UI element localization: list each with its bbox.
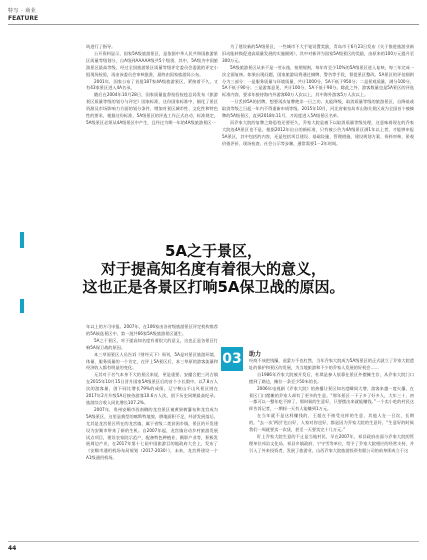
paragraph: 本三草原景区人员告诉《财经天下》周刊，5A是对景区旅游环境、体量、服务质量的一个肯定，在评上5A景区后，本三草原的游客流量和经济收入都有明显的变化。	[86, 351, 218, 371]
section-header	[8, 8, 68, 22]
paragraph: 一旦丢掉5A的招牌，想要再次复牌绝非一日之功。丸能降级，取消质量等级的旅游景区，自降低或取消等级之日起一年内不得重新申请等级。2015年10月，河北省秦皇岛市山海关景区成为全国首个被摘牌的5A级景区，直到2018年11月，才再度进入5A级景区名单。	[222, 99, 414, 119]
right-column-bottom	[249, 358, 414, 538]
paragraph: 盯上乔家大院生意的不止是当地村民，早在2007年，祁县政府出面与乔家大院的管理单位祁县文化局、祁县乡镇政府、宁守雪等单位，给予了乔家大院相应的经营支持，并引入了外来投资者，发展了旅游业，山西乔家大院旅游投资有限公司的前身即成立于这	[249, 433, 414, 453]
header-divider	[8, 24, 419, 25]
paragraph: 5A级旅游景区从来不是一劳永逸，按照规则，每年有至少10%的5A级景区进入复核，每三年完成一次全面复核。如果出现问题，国家旅游局将通过摘牌、警告等手段，督促景区整改。5A景区的评估细则分为三部分：一是服务质量与环境质量，共计1000分，5A不低于950分；二是景观质量，满分100分，5A不低于90分；三是游客意见，共计100分，5A不低于90分。除此之外，游客数量也是5A景区的评选标准内容，要求年接待海内外游客60万人次以上，其中海外游客5万人次以上。	[222, 64, 414, 98]
paragraph: 2001年，国家公布了首批187家4A级旅游景区，紧接着不久，又有43家景区进入4A名录。	[86, 78, 218, 91]
section-number-badge: 03	[221, 347, 243, 371]
paragraph: 公开资料显示，国家5A级旅游景区，是依据中华人民共和国旅游景区质量等级划分，自A级到AAAAA级共5个级别，其中，5A级为中国旅游景区最高等级，经过全国旅游景区质量等级评定委员会委派的评定小组现场检验，再由该委员会审核批准，最终由国家旅游局公布。	[86, 50, 218, 77]
paragraph: 而乔家大院的复牌之路恐怕还要更久，乔家大院是被下以取消质量等级处理，这意味着现在的乔家大院连4A景区也不是，根据2012年出台的新标准，只有被公告为4A级景区满1年以上者，才能够申报5A景区，其中包括的内容，还是包括项目建设、基础设施、管理措施、建设规划方案、资料审核、景观价值评价、现场检查、社会公示等步骤，通常需要1－2年时间。	[222, 119, 414, 146]
page-number: 44	[8, 545, 17, 552]
paragraph: 为了建设新的5A级景区，一些城市下大手笔设置奖励，青岛市于6月23日发布《关于推进旅游业新旧动能转换促进高质量发展的实施细则》，其中对新评为国家5A级景区的奖励，由原来的100万元提升至300万元。	[222, 44, 414, 63]
paragraph: 年以上的方可申报。2007年，在106家由各省级旅游景区评定机构推荐的5A候选景区中，第一批共66家5A级旅游景区诞生。	[86, 324, 218, 336]
left-column-bottom	[86, 324, 218, 539]
paragraph: 自1986年乔家大院被开发后，杜琪是参人依靠在景区外摆摊生存，从乔家大院门口摆到了路边，摊位一条至少50米的长。	[249, 371, 414, 384]
paragraph: 2006年电视剧《乔家大院》的热播让景区知名度瞬间大增，游客来越一度火爆，在景区门口摆摊的乔家人却有了更多的生意。“那年景区一下子多了好多人，大年三十、初一都可以一整年吃不掉了，那时候的生意好，只要摆出来就能赚钱。”一个卖小吃的村民这样告诉记者，一期间一天有人能赚到1万元。	[249, 385, 414, 412]
paragraph: 5A之于景区，对于提高知名度有着很大的意义，这也正是各景区打响5A保卫战的原因。	[86, 337, 218, 350]
section-title: 助力	[249, 351, 262, 358]
pull-quote	[8, 242, 419, 310]
paragraph: 经商不该把钱攥，退蒙万千也杠然，当年乔家大院成为5A级景区的正式就立了乔家大院遗址的保护和景区的发展，为当地旅游和不少的乔家人发展的好机会……	[249, 358, 414, 370]
footer-divider	[8, 541, 419, 542]
pull-quote-line: 5A之于景区，	[164, 242, 263, 260]
pull-quote-line: 对于提高知名度有着很大的意义，	[100, 260, 326, 278]
section-label-en: FEATURE	[8, 15, 39, 22]
left-column-top	[86, 44, 218, 224]
pull-quote-line: 这也正是各景区打响5A保卫战的原因。	[82, 278, 345, 296]
paragraph: 无其对于名气本身不大的景区来说，更是重要。安徽合肥三河古镇在2015年10月15日晋升国家5A级景区后的首个小长假中，以7.8万人次的游客量，创下同比增长79%的成绩，辽宁鞍山千山风景区则在2017年2月升级5A后接待游客10.6万人次，创下历史同期最高纪录，旅游综合收入同比增长107.2%。	[86, 372, 218, 405]
paragraph: 在当年就不是这样赚钱的，王超在不接受这样的生意，其他人在一日次，长期的，“去一次'两层'也自好，人家对你也好，都是因为乔家大院的生意好，“生意好的时候我们一周就要卖一次货，甚至一天要卖完十几万元。”	[249, 413, 414, 433]
section-label-cn: 特写 · 商业	[8, 8, 37, 14]
paragraph: 筑进行了指导。	[86, 44, 116, 49]
paragraph: 随后在2004年10月28日，国家质量监督检验检疫总局发布《旅游景区质量等级的划分与评定》国家标准，这份国家标准中，细化了景区资源及市场影响力方面的划分条件，增加对景区城市性、文化性和特色性的要求，根据这份标准，5A级景区的评选工作正式启动，标准规定，5A级景区必须从4A级景区中产生，且经过为期一年的4A级旅游景区一	[86, 92, 218, 125]
paragraph: 2007年，贵州安顺市西南侧的龙宫景区被黄果树瀑布和龙宫成为5A级景区，这里是典型的喀斯特地貌，耕地面积不足，经济发展落后，尤其是龙宫景区所在的龙宫镇，属于省级二类贫困乡镇，景区的开发建设为安顺市带来了新的生机。自2007年起，龙宫镇启动乡村旅游发展试点项目，建设农家院示范户，配备特色种植业、摄影产业等，积极发展周边产业，在2017年第十七届中国旅游目的地政府大会上，发布了《安顺市通用机场布局规划（2017-2030）》，未来，龙宫将建设一个A1级通用机场。	[86, 406, 218, 461]
